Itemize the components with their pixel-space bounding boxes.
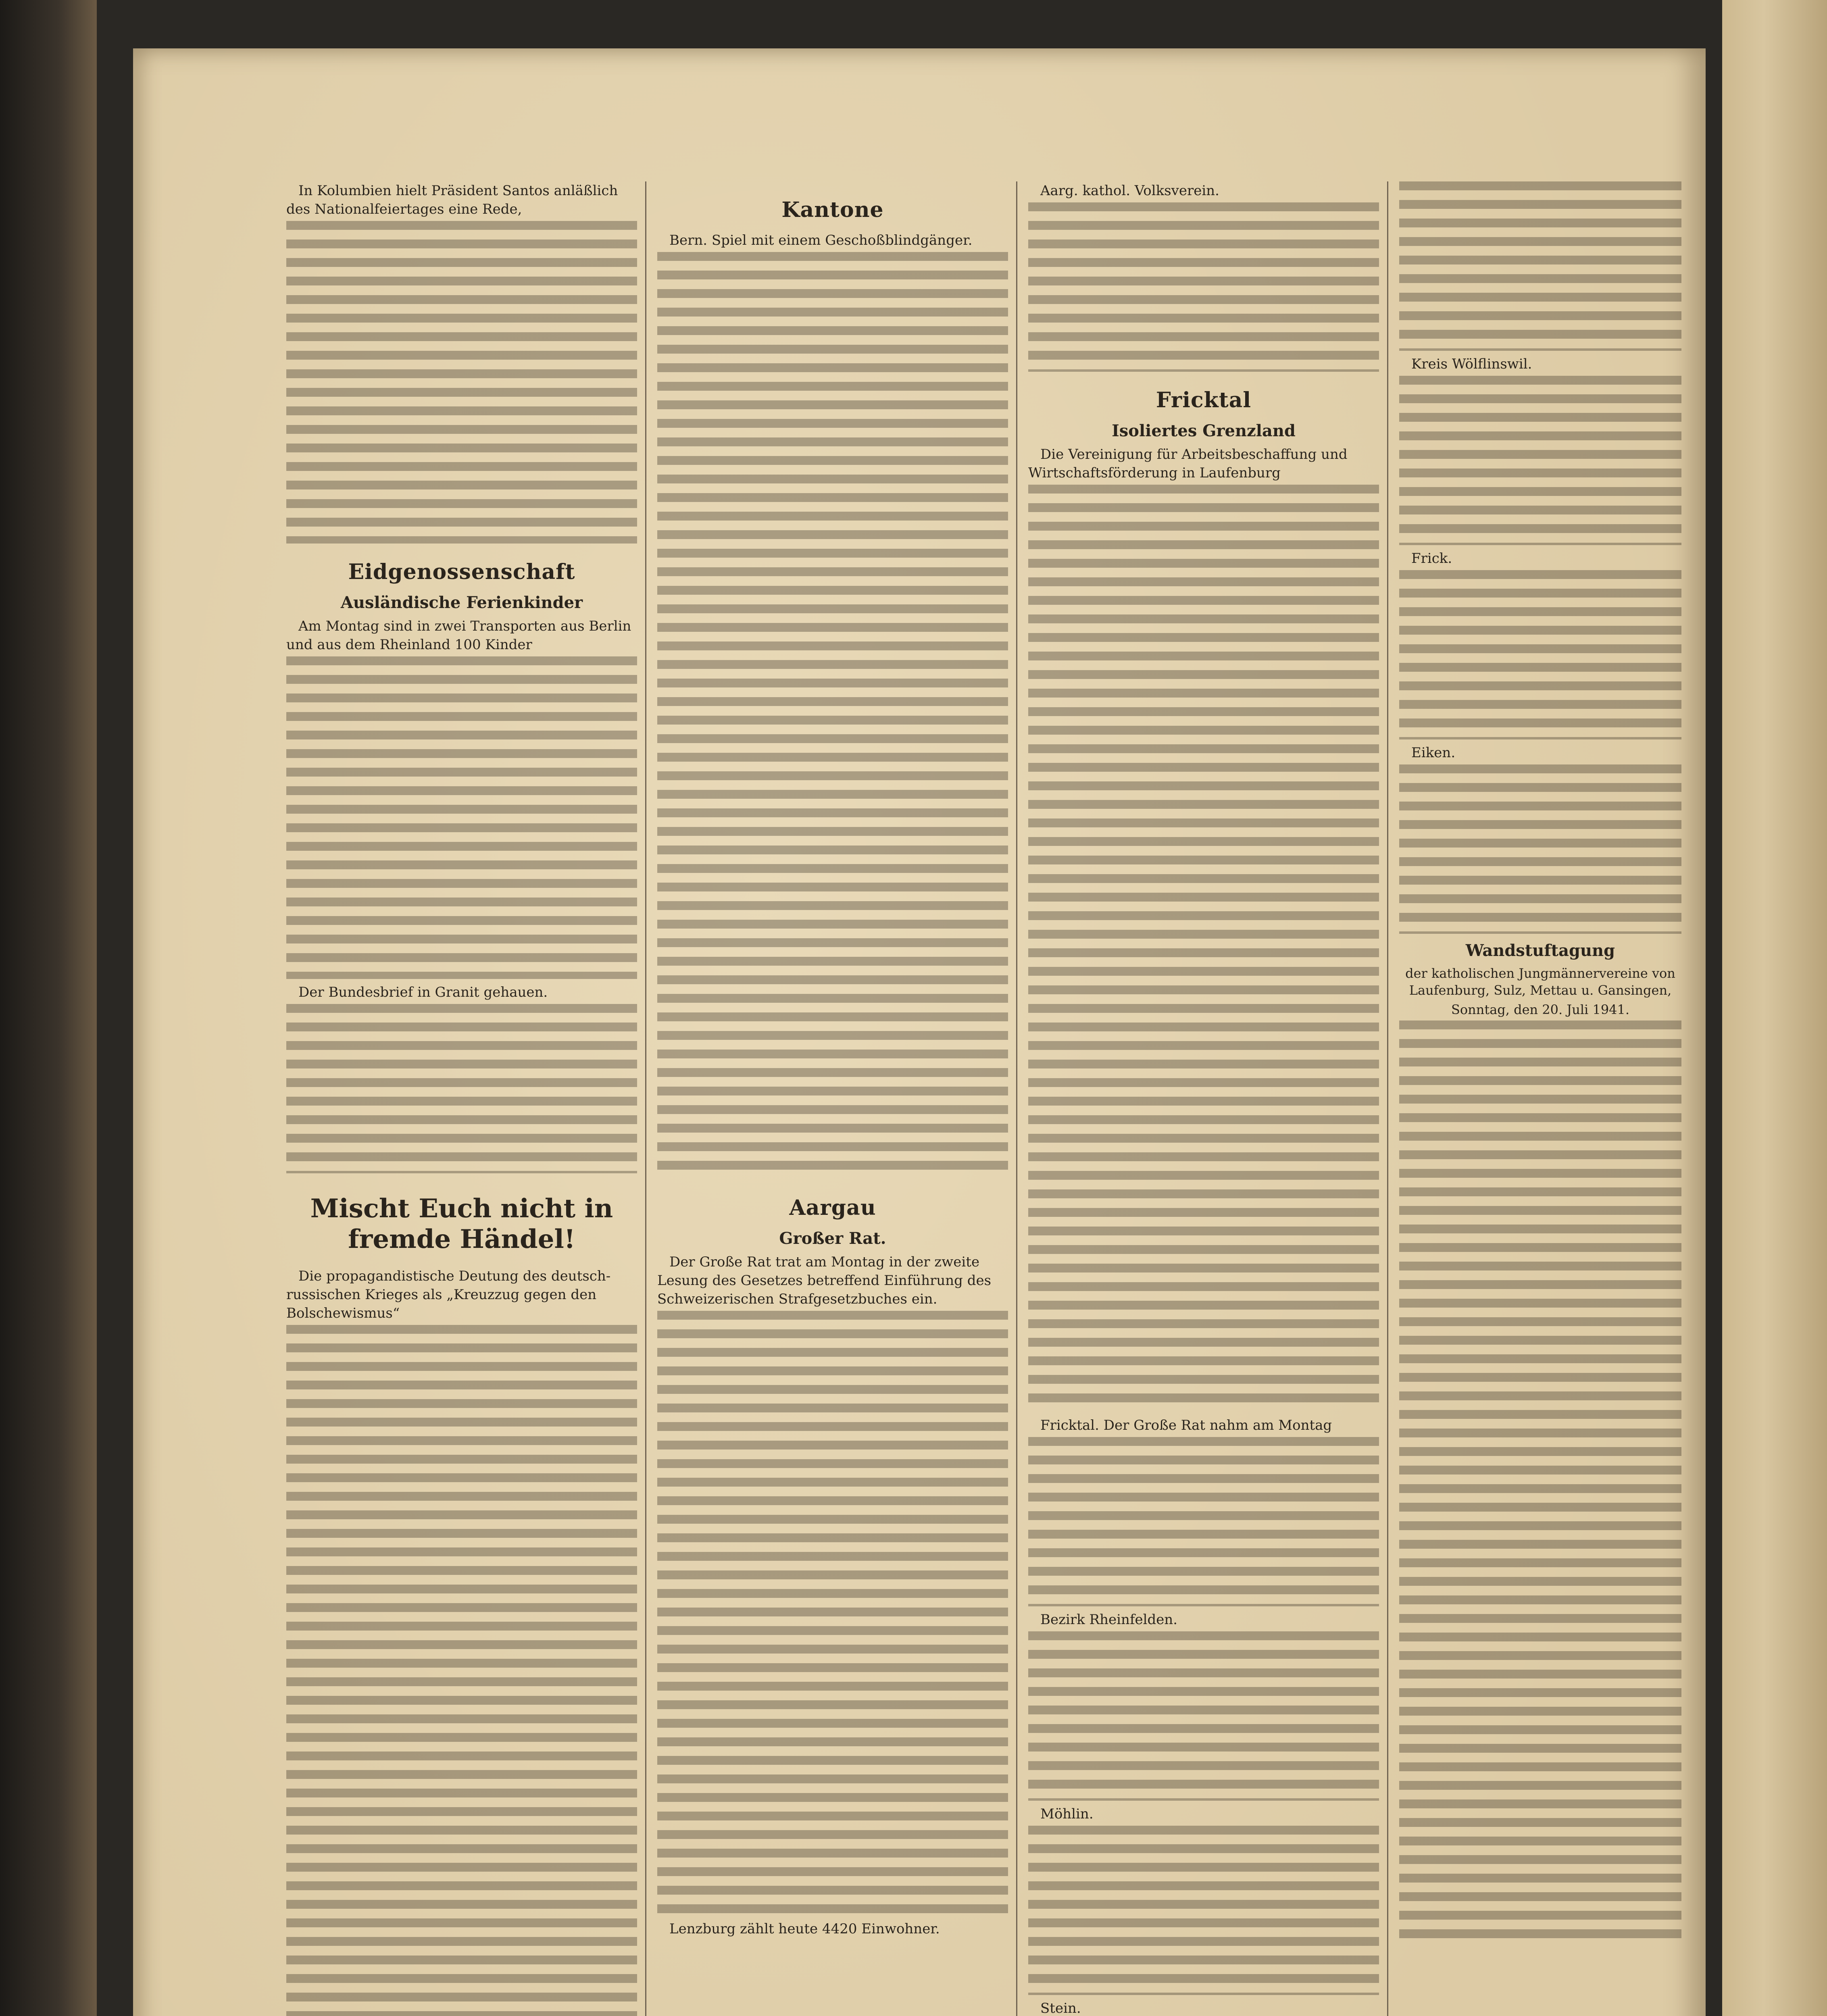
unreadable-text-block xyxy=(286,1325,637,2016)
article-lead: Lenzburg zählt heute 4420 Einwohner. xyxy=(669,1921,940,1937)
article-lead: Die Vereinigung für Arbeitsbeschaffung und Wirtschaftsförderung in Laufenburg xyxy=(1028,446,1348,481)
unreadable-text-block xyxy=(657,252,1008,1179)
column-3 xyxy=(1028,181,1379,2016)
unreadable-text-block xyxy=(1399,570,1681,739)
unreadable-text-block xyxy=(1399,181,1681,351)
unreadable-text-block xyxy=(1028,202,1379,372)
article-lead: Eiken. xyxy=(1411,745,1456,761)
column-rule xyxy=(1387,181,1388,2016)
article-lead: Aarg. kathol. Volksverein. xyxy=(1040,183,1219,199)
unreadable-text-block xyxy=(1028,1437,1379,1606)
unreadable-text-block xyxy=(1028,1631,1379,1801)
subheading: Wandstuftagung xyxy=(1465,941,1615,960)
unreadable-text-block xyxy=(1399,376,1681,545)
facing-page-edge xyxy=(1722,0,1827,2016)
event-organizers: der katholischen Jungmännervereine von Laufenburg, Sulz, Mettau u. Gansingen, xyxy=(1405,966,1675,998)
article-lead: In Kolumbien hielt Präsident Santos anläßlich des Nationalfeiertages eine Rede, xyxy=(286,183,618,217)
unreadable-text-block xyxy=(1028,1826,1379,1995)
column-1 xyxy=(286,181,637,2016)
unreadable-text-block xyxy=(286,1004,637,1173)
event-date: Sonntag, den 20. Juli 1941. xyxy=(1451,1002,1630,1017)
column-rule xyxy=(645,181,646,2016)
article-lead: Am Montag sind in zwei Transporten aus Berlin und aus dem Rheinland 100 Kinder xyxy=(286,618,631,653)
book-spine-edge xyxy=(0,0,97,2016)
article-lead: Bezirk Rheinfelden. xyxy=(1040,1612,1178,1628)
subheading: Großer Rat. xyxy=(779,1229,886,1248)
column-rule xyxy=(1016,181,1017,2016)
unreadable-text-block xyxy=(1399,764,1681,934)
article-lead: Bern. Spiel mit einem Geschoßblindgänger. xyxy=(669,232,973,248)
article-lead: Möhlin. xyxy=(1040,1806,1094,1822)
article-lead: Der Bundesbrief in Granit gehauen. xyxy=(298,984,548,1000)
article-lead: Die propagandistische Deutung des deutsch-russischen Krieges als „Kreuzzug gegen den Bolschewismus“ xyxy=(286,1268,611,1321)
section-heading: Fricktal xyxy=(1156,388,1252,412)
column-2 xyxy=(657,181,1008,2016)
article-lead: Kreis Wölflinswil. xyxy=(1411,356,1532,372)
feature-title: Mischt Euch nicht in fremde Händel! xyxy=(310,1193,613,1254)
section-heading: Kantone xyxy=(781,198,884,222)
unreadable-text-block xyxy=(286,656,637,979)
newspaper-page xyxy=(133,48,1706,2016)
article-lead: Stein. xyxy=(1040,2000,1081,2016)
subheading: Isoliertes Grenzland xyxy=(1112,421,1296,440)
column-4 xyxy=(1399,181,1681,2016)
section-heading: Aargau xyxy=(789,1195,876,1220)
section-heading: Eidgenossenschaft xyxy=(348,560,575,584)
unreadable-text-block xyxy=(1028,485,1379,1412)
unreadable-text-block xyxy=(286,221,637,544)
article-lead: Frick. xyxy=(1411,550,1452,566)
article-lead: Fricktal. Der Große Rat nahm am Montag xyxy=(1040,1417,1332,1433)
article-lead: Der Große Rat trat am Montag in der zweite Lesung des Gesetzes betreffend Einführung des Schweizerischen Strafgesetzbuches ein. xyxy=(657,1254,992,1307)
unreadable-text-block xyxy=(657,1311,1008,1916)
unreadable-text-block xyxy=(1399,1020,1681,1948)
subheading: Ausländische Ferienkinder xyxy=(340,593,583,612)
